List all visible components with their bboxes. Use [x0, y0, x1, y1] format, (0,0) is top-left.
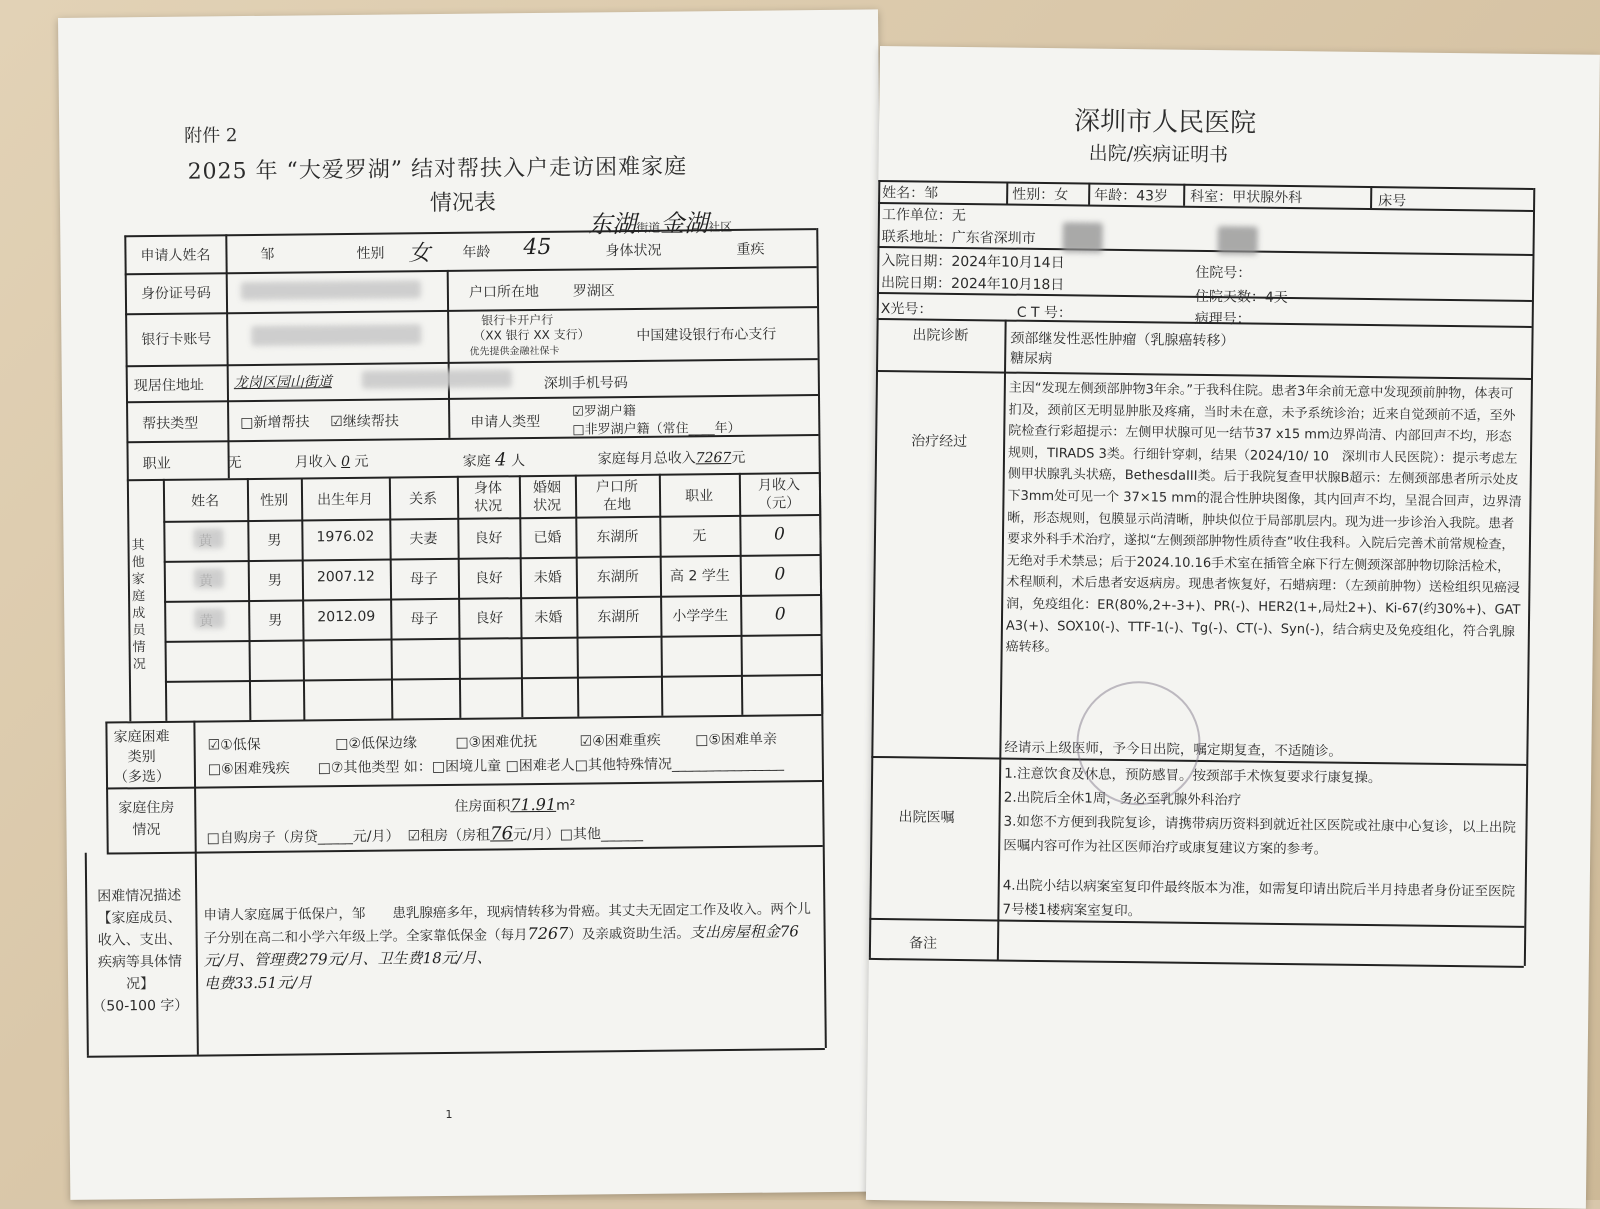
- label-bank-no: 银行卡账号: [141, 331, 212, 349]
- member-header: 性别: [259, 492, 289, 509]
- patient-gender: 性别：女: [1012, 186, 1069, 204]
- discharge-date: 出院日期：2024年10月18日: [881, 275, 1065, 294]
- patient-bed: 床号: [1378, 193, 1407, 210]
- redacted-address: [362, 369, 512, 389]
- member-cell: 良好: [475, 610, 504, 627]
- housing-area: 住房面积71.91m²: [454, 794, 576, 815]
- member-cell: 母子: [409, 571, 438, 588]
- label-id: 身份证号码: [140, 285, 211, 303]
- applicant-option-luohu: ☑罗湖户籍: [572, 403, 636, 420]
- street-value: 东湖街道金湖社区: [588, 209, 733, 239]
- diagnosis-2: 糖尿病: [1010, 350, 1053, 368]
- member-cell: 未婚: [533, 569, 562, 587]
- label-gender: 性别: [356, 245, 385, 262]
- value-applicant-name: 邹: [260, 246, 275, 263]
- member-cell: 男: [267, 572, 282, 589]
- member-header: 姓名: [190, 493, 220, 510]
- member-cell: 小学学生: [672, 608, 729, 625]
- value-job: 无: [227, 455, 242, 472]
- value-health: 重疾: [736, 241, 765, 258]
- advice-list: 1.注意饮食及休息，预防感冒。按颈部手术恢复要求行康复操。 2.出院后全休1周，务必至乳腺外科治疗 3.如您不方便到我院复诊，请携带病历资料到就近社区医院或社康中心复诊，以上出院医嘱内容可作为社区医师治疗或康复建议方案的参考。 4.出院小结以病案室复印件最终版本为准，如需复印请出院后半月持患者身份证至医院7号楼1楼病案室复印。: [1002, 765, 1516, 920]
- treatment-label: 治疗经过: [911, 433, 968, 451]
- page-number: 1: [445, 1107, 453, 1122]
- member-cell: 0: [773, 524, 785, 545]
- member-cell: 高 2 学生: [669, 567, 730, 585]
- remark-label: 备注: [908, 935, 938, 952]
- label-age: 年龄: [462, 244, 491, 261]
- value-age: 45: [523, 234, 552, 261]
- ct-no: C T 号：: [1016, 304, 1073, 322]
- label-family-members: 其他家庭成员情况: [131, 538, 146, 673]
- member-cell: 未婚: [534, 609, 563, 627]
- attachment-label: 附件 2: [184, 125, 238, 147]
- label-address: 现居住地址: [133, 377, 204, 395]
- redacted-bank-no: [251, 324, 421, 346]
- redacted-contact-2: [1217, 226, 1257, 254]
- stay-days: 住院天数：4天: [1194, 288, 1288, 307]
- member-header: 身体 状况: [473, 480, 503, 515]
- label-phone: 深圳手机号码: [543, 375, 628, 392]
- member-header: 出生年月: [316, 491, 374, 509]
- label-applicant-type: 申请人类型: [470, 413, 541, 431]
- member-cell: 母子: [410, 611, 439, 628]
- help-option-continue: ☑继续帮扶: [330, 413, 399, 431]
- label-difficulty: 家庭困难 类别 （多选）: [113, 728, 171, 786]
- member-cell: 东湖所: [597, 608, 640, 626]
- member-header: 职业: [684, 488, 714, 505]
- label-health: 身体状况: [605, 242, 662, 260]
- member-cell: 东湖所: [596, 568, 639, 586]
- form-title: 2025 年 “大爱罗湖” 结对帮扶入户走访困难家庭: [187, 154, 688, 185]
- label-hukou: 户口所在地: [468, 283, 539, 301]
- patient-work: 工作单位：无: [881, 207, 967, 225]
- label-bank-branch-3: 优先提供金融社保卡: [469, 345, 560, 358]
- label-help-type: 帮扶类型: [142, 415, 199, 433]
- member-header: 户口所 在地: [595, 478, 639, 514]
- patient-age: 年龄：43岁: [1094, 187, 1169, 205]
- member-cell: 良好: [474, 530, 503, 547]
- form-subtitle: 情况表: [429, 190, 497, 217]
- left-form-sheet: [58, 9, 890, 1200]
- value-bank-branch: 中国建设银行布心支行: [636, 326, 777, 344]
- family-total-income: 家庭每月总收入7267元: [597, 449, 746, 468]
- value-hukou: 罗湖区: [572, 283, 615, 300]
- xray-no: X光号：: [880, 301, 933, 318]
- member-cell: 已婚: [533, 529, 562, 547]
- member-cell: 2007.12: [316, 568, 375, 586]
- patient-name: 姓名：邹: [882, 185, 939, 202]
- difficulty-row-2: □⑥困难残疾 □⑦其他类型 如：□困境儿童 □困难老人□其他特殊情况________________: [207, 755, 785, 778]
- member-header: 婚姻 状况: [532, 479, 562, 515]
- label-applicant-name: 申请人姓名: [140, 247, 211, 265]
- family-count: 家庭 4 人: [462, 449, 526, 471]
- redacted-id: [241, 280, 421, 300]
- help-option-new: □新增帮扶: [240, 414, 310, 432]
- label-bank-branch-1: 银行卡开户行: [481, 312, 554, 328]
- member-cell: 0: [774, 604, 786, 625]
- member-cell: 东湖所: [596, 528, 639, 546]
- redacted-member-name: [194, 608, 224, 628]
- member-cell: 良好: [474, 570, 503, 587]
- member-cell: 0: [774, 564, 786, 585]
- value-address: 龙岗区园山街道: [233, 374, 332, 392]
- monthly-income: 月收入 0 元: [294, 453, 369, 471]
- treatment-conclusion: 经请示上级医师，予今日出院，嘱定期复查，不适随诊。: [1004, 739, 1343, 760]
- label-description: 困难情况描述 【家庭成员、 收入、支出、 疾病等具体情 况】 （50-100 字）: [92, 887, 189, 1015]
- hospital-name: 深圳市人民医院: [1073, 106, 1257, 139]
- treatment-text: 主因“发现左侧颈部肿物3年余。”于我科住院。患者3年余前无意中发现颈前肿物，体表可扪及，颈前区无明显肿胀及疼痛，当时未在意，未予系统诊治；近来自觉颈前不适，至外院检查行彩超提示：左侧甲状腺可见一结节37 x15 mm边界尚清、内部回声不均，形态规则，TIRADS 3类。行细针穿刺，结果（2024/10/ 10 深圳市人民医院）：提示考虑左侧甲状腺乳头状癌，BethesdaIII类。后于我院复查甲状腺B超示：左侧颈部患者所示处皮下3mm处可见一个 37×15 mm的混合性肿块图像，其内回声不均，呈混合回声，边界清晰，形态规则，包膜显示尚清晰，肿块似位于局部肌层内。现为进一步诊治入我院。患者要求外科手术治疗，遂拟“左侧颈部肿物性质待查”收住我科。入院后完善术前常规检查，无绝对手术禁忌；后于2024.10.16手术室在插管全麻下行左侧颈深部肿物切除活检术，术程顺利，术后患者安返病房。现患者恢复好，石蜡病理：（左颈前肿物）送检组织见癌浸润，免疫组化：ER(80%,2+-3+)、PR(-)、HER2(1+,局灶2+)、Ki-67(约30%+)、GATA3(+)、SOX10(-)、TTF-1(-)、Tg(-)、CT(-)、Syn(-)，结合病史及免疫组化，符合乳腺癌转移。: [1005, 380, 1522, 656]
- member-cell: 男: [268, 612, 283, 629]
- member-header: 月收入 （元）: [757, 477, 801, 512]
- member-cell: 夫妻: [409, 531, 438, 548]
- label-job: 职业: [142, 455, 171, 473]
- label-bank-branch-2: （XX 银行 XX 支行）: [473, 327, 590, 343]
- redacted-member-name: [193, 528, 223, 548]
- difficulty-row-1: ☑①低保 □②低保边缘 □③困难优抚 ☑④困难重疾 □⑤困难单亲: [207, 731, 778, 754]
- right-hospital-sheet: [866, 46, 1600, 1209]
- member-cell: 2012.09: [317, 608, 376, 626]
- admit-date: 入院日期：2024年10月14日: [881, 253, 1065, 272]
- diagnosis-label: 出院诊断: [912, 327, 969, 345]
- member-cell: 无: [692, 528, 707, 545]
- advice-label: 出院医嘱: [898, 809, 955, 826]
- member-cell: 1976.02: [316, 528, 375, 546]
- label-housing: 家庭住房 情况: [118, 799, 175, 839]
- patient-contact: 联系地址：广东省深圳市: [881, 229, 1036, 247]
- value-gender: 女: [408, 241, 431, 267]
- member-header: 关系: [408, 491, 438, 508]
- patient-dept: 科室：甲状腺外科: [1190, 188, 1303, 207]
- redacted-contact-1: [1062, 222, 1102, 252]
- inpatient-number: 住院号：: [1195, 264, 1252, 282]
- redacted-member-name: [194, 568, 224, 588]
- applicant-option-other: □非罗湖户籍（常住____年）: [572, 420, 741, 438]
- housing-options: □自购房子（房贷_____元/月） ☑租房（房租76元/月）□其他______: [206, 823, 644, 847]
- pathology-no: 病理号：: [1194, 310, 1251, 328]
- description-text: 申请人家庭属于低保户，邹 患乳腺癌多年，现病情转移为骨癌。其丈夫无固定工作及收入。两个儿子分别在高二和小学六年级上学。全家靠低保金（每月7267）及亲戚资助生活。支出房屋租金76元/月、管理费279元/月、卫生费18元/月、 电费33.51元/月: [203, 901, 811, 993]
- certificate-title: 出院/疾病证明书: [1088, 142, 1229, 167]
- member-col-line: [819, 472, 823, 714]
- member-cell: 男: [267, 532, 282, 549]
- diagnosis-1: 颈部继发性恶性肿瘤（乳腺癌转移）: [1010, 330, 1235, 350]
